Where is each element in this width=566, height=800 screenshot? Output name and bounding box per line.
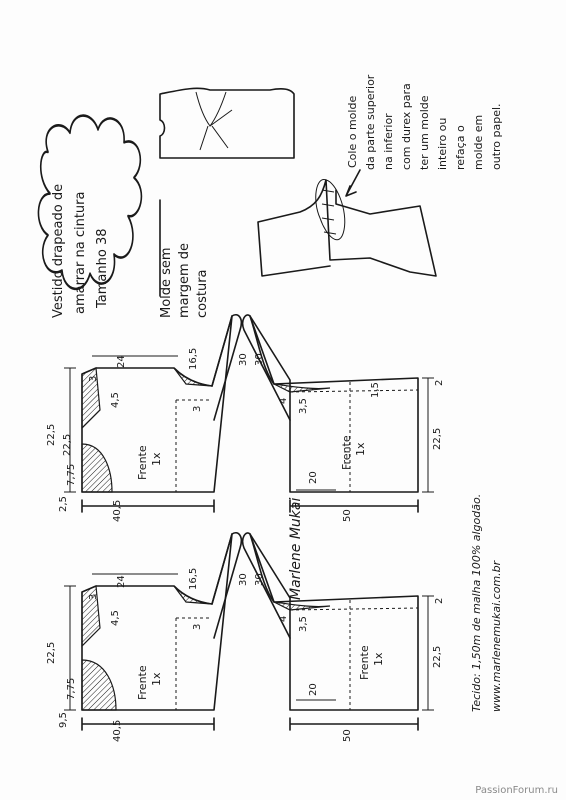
top-m-30b: 30: [254, 353, 265, 366]
top-m-3a: 3: [88, 375, 99, 382]
top-m-22-5b: 22,5: [62, 433, 73, 456]
bottom-right-label: Frente: [358, 645, 371, 680]
top-m-7-75: 7,75: [66, 463, 77, 486]
bottom-m-3b: 3: [192, 623, 203, 630]
title-line1: Vestido drapeado de: [51, 183, 66, 318]
bottom-right-qty: 1x: [372, 652, 385, 666]
top-m-4-5: 4,5: [110, 392, 121, 408]
bottom-right-piece-outline: [250, 534, 418, 710]
top-m-22-5c: 22,5: [432, 427, 443, 450]
bottom-m-3-5: 3,5: [298, 616, 309, 632]
bottom-m-22-5a: 22,5: [46, 641, 57, 664]
bottom-right-neck-hatch: [274, 602, 330, 610]
top-m-3-5: 3,5: [298, 398, 309, 414]
bottom-m-2: 2: [434, 597, 445, 604]
bottom-m-4: 4: [278, 615, 289, 622]
top-m-1-5: 1,5: [370, 382, 381, 398]
bottom-m-4-5: 4,5: [110, 610, 121, 626]
bottom-m-3a: 3: [88, 593, 99, 600]
bottom-m-22-5b: 22,5: [432, 645, 443, 668]
top-m-2: 2: [434, 379, 445, 386]
bottom-m-30b: 30: [254, 573, 265, 586]
top-m-22-5a: 22,5: [46, 423, 57, 446]
bottom-left-label: Frente: [136, 665, 149, 700]
top-right-dim-bottom: [290, 500, 418, 512]
bottom-m-30a: 30: [238, 573, 249, 586]
join-note-line4: com durex para: [400, 83, 413, 170]
bottom-m-24: 24: [116, 575, 127, 588]
dress-drape: [196, 92, 232, 150]
overlap-loop: [316, 180, 345, 240]
top-m-16-5: 16,5: [188, 347, 199, 370]
join-note-line9: outro papel.: [490, 103, 503, 170]
fabric-note: Tecido: 1,50m de malha 100% algodão.: [470, 493, 483, 712]
bottom-m-7-75: 7,75: [66, 677, 77, 700]
top-m-24: 24: [116, 355, 127, 368]
arrow-to-note: [346, 170, 360, 196]
website-url: www.marlenemukai.com.br: [490, 560, 503, 712]
join-note-line8: molde em: [472, 114, 485, 170]
watermark: PassionForum.ru: [475, 785, 558, 796]
top-left-dim-bottom: [82, 500, 214, 512]
join-note-line6: inteiro ou: [436, 117, 449, 170]
top-m-20: 20: [308, 471, 319, 484]
join-note-line5: ter um molde: [418, 95, 431, 170]
seam-note-line2: margem de: [177, 242, 192, 318]
dress-sketch: [160, 88, 294, 158]
pattern-bottom: [64, 533, 434, 730]
seam-note-line1: Molde sem: [159, 247, 174, 318]
top-m-3b: 3: [192, 405, 203, 412]
bottom-m-9-5: 9,5: [58, 712, 69, 728]
top-m-4: 4: [278, 397, 289, 404]
pattern-top: [64, 315, 434, 512]
top-right-qty: 1x: [354, 442, 367, 456]
bottom-left-armhole-hatch: [82, 660, 116, 710]
bottom-m-16-5: 16,5: [188, 567, 199, 590]
top-right-label: Frente: [340, 435, 353, 470]
join-note-line7: refaça o: [454, 125, 467, 170]
title-line3: Tamanho 38: [95, 228, 110, 308]
bottom-left-qty: 1x: [150, 672, 163, 686]
top-left-qty: 1x: [150, 452, 163, 466]
top-m-50: 50: [342, 509, 353, 522]
top-left-armhole-hatch: [82, 444, 112, 492]
top-right-neck-hatch: [274, 384, 330, 392]
seam-note-line3: costura: [195, 269, 210, 318]
join-note-line3: na inferior: [382, 113, 395, 170]
top-m-40-5: 40,5: [112, 499, 123, 522]
join-note-line1: Cole o molde: [346, 95, 359, 168]
bottom-m-20: 20: [308, 683, 319, 696]
bottom-m-50: 50: [342, 729, 353, 742]
top-m-30a: 30: [238, 353, 249, 366]
top-right-piece-outline: [250, 316, 418, 492]
designer-signature: Marlene Mukai: [288, 497, 304, 600]
bottom-right-dim-bottom: [290, 718, 418, 730]
join-note-line2: da parte superior: [364, 74, 377, 170]
top-m-2-5: 2,5: [58, 496, 69, 512]
bottom-left-dim-bottom: [82, 718, 214, 730]
top-left-label: Frente: [136, 445, 149, 480]
bottom-m-40-5: 40,5: [112, 719, 123, 742]
title-line2: amarrar na cintura: [73, 191, 88, 314]
